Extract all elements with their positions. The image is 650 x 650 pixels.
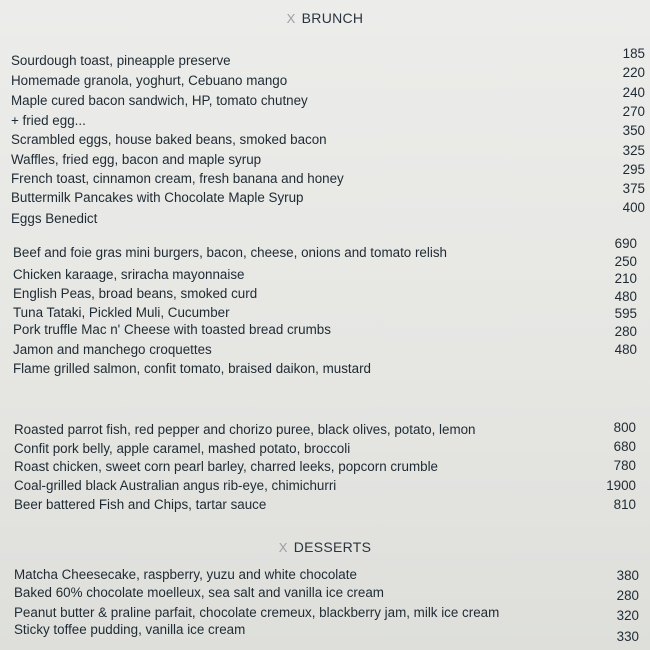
mains-item-name: Coal-grilled black Australian angus rib-eye, chimichurri [14,478,337,493]
small-plates-item-name: Beef and foie gras mini burgers, bacon, cheese, onions and tomato relish [13,245,447,260]
brunch-item-price: 240 [622,84,645,100]
mains-item-price: 780 [613,458,636,474]
brunch-item-name: Waffles, fried egg, bacon and maple syrup [11,152,262,167]
small-plates-item-price: 280 [614,324,637,339]
brunch-item-name: Buttermilk Pancakes with Chocolate Maple Syrup [11,190,304,205]
desserts-item-price: 330 [616,628,639,644]
small-plates-item-price: 480 [614,341,637,357]
mains-item-price: 1900 [606,477,636,493]
brunch-item-name: Maple cured bacon sandwich, HP, tomato chutney [11,93,308,108]
brunch-item-price: 350 [622,123,645,139]
mains-item-price: 680 [613,439,636,455]
brunch-item-price: 375 [622,181,645,197]
mains-item-price: 800 [613,420,636,435]
small-plates-item-name: Flame grilled salmon, confit tomato, braised daikon, mustard [13,361,371,376]
mains-item-name: Roast chicken, sweet corn pearl barley, charred leeks, popcorn crumble [14,459,438,474]
desserts-item-name: Sticky toffee pudding, vanilla ice cream [14,622,246,637]
small-plates-item-name: Tuna Tataki, Pickled Muli, Cucumber [13,305,230,320]
desserts-item-price: 320 [616,608,639,624]
desserts-title: DESSERTS [293,539,372,555]
mains-item-price: 810 [613,496,636,512]
brunch-item-name: + fried egg... [11,113,86,128]
mains-item-name: Confit pork belly, apple caramel, mashed potato, broccoli [14,441,351,456]
desserts-item-price: 380 [616,568,639,583]
small-plates-item-price: 250 [614,253,637,269]
mains-item-name: Roasted parrot fish, red pepper and chorizo puree, black olives, potato, lemon [14,422,476,437]
desserts-item-price: 280 [616,588,639,604]
brunch-item-name: Eggs Benedict [11,211,98,226]
desserts-x-mark: X [278,540,288,555]
brunch-item-price: 400 [622,200,645,216]
brunch-item-name: Sourdough toast, pineapple preserve [11,53,231,68]
brunch-item-name: French toast, cinnamon cream, fresh banana and honey [11,171,344,186]
brunch-item-name: Scrambled eggs, house baked beans, smoked bacon [11,132,327,147]
brunch-item-price: 270 [622,103,645,119]
brunch-title: BRUNCH [301,10,364,26]
small-plates-item-name: Pork truffle Mac n' Cheese with toasted bread crumbs [13,322,331,337]
small-plates-item-price: 210 [614,271,637,287]
small-plates-item-price: 690 [614,236,637,251]
mains-item-name: Beer battered Fish and Chips, tartar sauce [14,497,267,512]
brunch-x-mark: X [286,11,296,26]
small-plates-item-name: Chicken karaage, sriracha mayonnaise [13,267,245,282]
desserts-item-name: Peanut butter & praline parfait, chocolate cremeux, blackberry jam, milk ice cream [14,605,500,620]
desserts-item-name: Baked 60% chocolate moelleux, sea salt and vanilla ice cream [14,585,384,600]
small-plates-item-name: English Peas, broad beans, smoked curd [13,286,258,301]
brunch-item-price: 295 [622,161,645,177]
brunch-item-price: 220 [622,65,645,81]
brunch-item-price: 185 [622,46,645,61]
small-plates-item-price: 480 [614,288,637,304]
desserts-item-name: Matcha Cheesecake, raspberry, yuzu and white chocolate [14,567,357,582]
small-plates-item-price: 595 [614,306,637,322]
small-plates-item-name: Jamon and manchego croquettes [13,342,212,357]
brunch-item-price: 325 [622,142,645,158]
brunch-item-name: Homemade granola, yoghurt, Cebuano mango [11,73,288,88]
